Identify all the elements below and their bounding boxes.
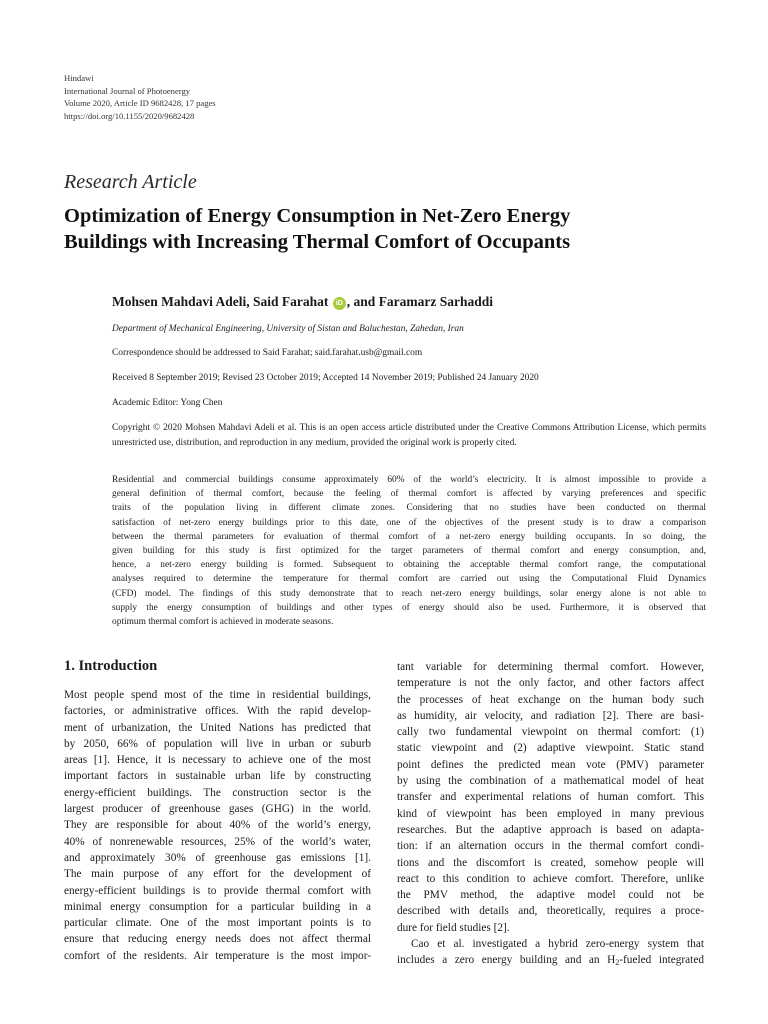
body-line: particular climate. One of the most important points is to (64, 917, 371, 930)
body-column-left (64, 687, 371, 964)
section-heading: 1. Introduction (64, 658, 158, 674)
abstract-line: traits of the population living in different climate zones. Considering that no studies have been conducted on thermal (112, 503, 706, 514)
article-title (64, 203, 714, 255)
author-name[interactable]: Mohsen Mahdavi Adeli (112, 294, 247, 309)
body-line: described with details and, theoretically, requires a proce- (397, 905, 704, 918)
body-line: kind of viewpoint has been employed in many previous (397, 807, 704, 820)
author-list: Mohsen Mahdavi Adeli, Said Farahat iD , and Faramarz Sarhaddi (112, 294, 494, 309)
doi-link[interactable]: https://doi.org/10.1155/2020/9682428 (64, 110, 195, 121)
body-line: point defines the predicted mean vote (PMV) parameter (397, 758, 704, 771)
body-line: dure for field studies [2]. (397, 921, 510, 934)
body-line: cally two fundamental viewpoint on thermal comfort: (1) (397, 726, 704, 739)
article-type: Research Article (64, 171, 197, 193)
body-line: largest producer of greenhouse gases (GHG) in the world. (64, 803, 371, 816)
body-line: transfer and experimental relations of human comfort. This (397, 791, 704, 804)
body-line: The main purpose of any effort for the development of (64, 868, 371, 881)
body-line: ensure that reducing energy needs does not affect thermal (64, 933, 371, 946)
abstract-line: analyses required to determine the temperature for thermal comfort are carried out using the Computational Fluid Dynamics (112, 574, 706, 585)
author-name[interactable]: , and Faramarz Sarhaddi (346, 294, 494, 309)
abstract-line: (CFD) model. The findings of this study demonstrate that to reach net-zero energy buildings, solar energy alone is not able to (112, 588, 706, 599)
publication-dates: Received 8 September 2019; Revised 23 October 2019; Accepted 14 November 2019; Published 24 January 2020 (112, 373, 539, 383)
body-line: tions and the discomfort is created, somehow people will (397, 856, 704, 869)
abstract-line: satisfaction of net-zero energy buildings prior to this date, one of the objectives of the present study is to draw a comparison (112, 517, 706, 528)
journal-header (64, 72, 216, 122)
body-line: minimal energy consumption for a particular building in a (64, 900, 371, 913)
abstract-line: supply the energy consumption of buildings and other types of energy should also be used. Furthermore, it is observed that (112, 602, 706, 613)
body-column-right (397, 659, 704, 969)
orcid-icon[interactable]: iD (333, 297, 346, 310)
body-line: react to this condition to achieve comfort. Therefore, unlike (397, 872, 704, 885)
body-line: They are responsible for about 40% of the world’s energy, (64, 819, 371, 832)
volume-info: Volume 2020, Article ID 9682428, 17 pages (64, 98, 216, 108)
body-line: energy-efficient buildings. The construction sector is the (64, 786, 371, 799)
body-line: and approximately 30% of greenhouse gas emissions [1]. (64, 851, 371, 864)
academic-editor: Academic Editor: Yong Chen (112, 398, 223, 408)
abstract-line: hence, a net-zero energy building is formed. Subsequent to obtaining the acceptable thermal comfort range, the computational (112, 560, 706, 571)
body-line: tant variable for determining thermal comfort. However, (397, 661, 704, 673)
body-line: the processes of heat exchange on the human body such (397, 693, 704, 706)
body-line: as humidity, air velocity, and radiation [2]. There are basi- (397, 709, 704, 722)
affiliation: Department of Mechanical Engineering, University of Sistan and Baluchestan, Zahedan, Iran (112, 324, 464, 334)
body-line: areas [1]. Hence, it is necessary to achieve one of the most (64, 754, 371, 767)
author-name[interactable]: Said Farahat (253, 294, 329, 309)
body-text: -fueled integrated (619, 954, 704, 967)
body-line: factories, or administrative offices. With the rapid develop- (64, 705, 371, 718)
copyright-notice: Copyright © 2020 Mohsen Mahdavi Adeli et al. This is an open access article distributed under the Creative Commons Attribution License, which permits unrestricted use, distribution, and reproduction in any medium, provided the original work is properly cited. (112, 423, 706, 448)
body-line: static viewpoint and (2) adaptive viewpoint. Static stand (397, 742, 704, 755)
body-line: researches. But the adaptive approach is based on adapta- (397, 823, 704, 836)
body-line: by using the combination of a mathematical model of heat (397, 775, 704, 788)
body-line: comfort of the residents. Air temperature is the most impor- (64, 949, 371, 962)
subscript: 2 (615, 958, 620, 968)
body-text: includes a zero energy building and an H (397, 954, 616, 967)
abstract (112, 473, 706, 629)
abstract-line: general definition of thermal comfort, because the feeling of thermal comfort is affected by varying preferences and specific (112, 489, 706, 500)
abstract-line: optimum thermal comfort is achieved in moderate seasons. (112, 617, 334, 628)
abstract-line: given building for this study is first optimized for the target parameters of thermal comfort and energy consumption, and, (112, 546, 706, 557)
body-line (397, 952, 704, 968)
title-line: Optimization of Energy Consumption in Net-Zero Energy (64, 205, 571, 227)
title-line: Buildings with Increasing Thermal Comfort of Occupants (64, 231, 571, 253)
body-line: temperature is not the only factor, and other factors affect (397, 677, 704, 690)
body-line: the PMV method, the adaptive model could not be (397, 889, 704, 902)
abstract-line: between the thermal parameters for evaluation of thermal comfort of a net-zero energy building occupants. In so doing, the (112, 531, 706, 542)
body-line: Cao et al. investigated a hybrid zero-energy system that (411, 938, 704, 951)
body-line: important factors in sustainable urban life by constructing (64, 770, 371, 783)
body-line: ment of urbanization, the United Nations has predicted that (64, 721, 371, 734)
body-line: energy-efficient buildings is to provide thermal comfort with (64, 884, 371, 897)
correspondence: Correspondence should be addressed to Said Farahat; said.farahat.usb@gmail.com (112, 348, 423, 358)
body-line: by 2050, 66% of population will live in urban or suburb (64, 737, 371, 750)
body-line: 40% of nonrenewable resources, 25% of the world’s water, (64, 835, 371, 848)
body-line: Most people spend most of the time in residential buildings, (64, 689, 371, 701)
abstract-line: Residential and commercial buildings consume approximately 60% of the world’s electricity. It is almost impossible to provide a (112, 475, 706, 485)
body-line: tion: if an alternation occurs in the thermal comfort condi- (397, 840, 704, 853)
journal-name: International Journal of Photoenergy (64, 85, 191, 96)
publisher-name: Hindawi (64, 73, 94, 83)
